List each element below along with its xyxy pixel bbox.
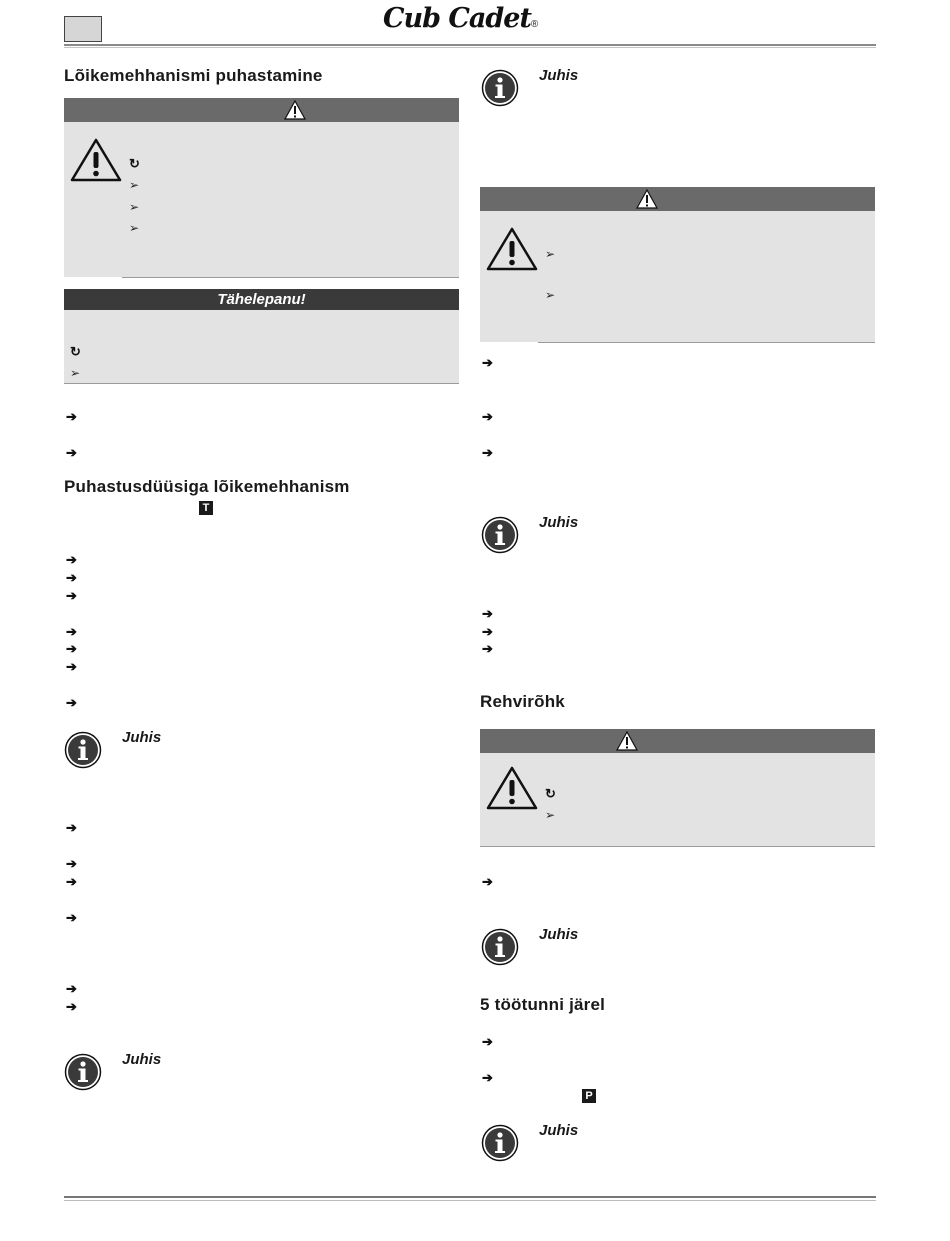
arrow-icon: ➔ — [66, 695, 77, 710]
note-header-bar: Tähelepanu! — [64, 289, 459, 310]
arrow-icon: ➔ — [482, 874, 493, 889]
arrow-icon: ➔ — [66, 552, 77, 567]
chevron-icon: ➢ — [70, 366, 81, 380]
note-divider — [64, 383, 459, 384]
arrow-icon: ➔ — [482, 606, 493, 621]
circular-arrow-icon: ↻ — [70, 344, 81, 359]
info-icon — [64, 731, 102, 769]
arrow-icon: ➔ — [66, 409, 77, 424]
warning-box — [64, 122, 459, 277]
section-title-5-hours: 5 töötunni järel — [480, 995, 606, 1014]
arrow-icon: ➔ — [66, 874, 77, 889]
badge-p: P — [582, 1089, 596, 1103]
arrow-icon: ➔ — [482, 1034, 493, 1049]
info-icon — [64, 1053, 102, 1091]
note-label-juhis: Juhis — [539, 514, 579, 531]
arrow-icon: ➔ — [482, 355, 493, 370]
section-title-tire-pressure: Rehvirõhk — [480, 692, 565, 711]
chevron-icon: ➢ — [545, 288, 556, 302]
footer-rule-light — [64, 1200, 876, 1201]
warning-small-icon — [284, 100, 306, 120]
info-icon — [481, 516, 519, 554]
chevron-icon: ➢ — [129, 221, 140, 235]
warning-box — [480, 211, 875, 342]
arrow-icon: ➔ — [482, 641, 493, 656]
arrow-icon: ➔ — [66, 641, 77, 656]
note-label-juhis: Juhis — [122, 1051, 162, 1068]
arrow-icon: ➔ — [66, 570, 77, 585]
note-label-juhis: Juhis — [122, 729, 162, 746]
note-label-juhis: Juhis — [539, 926, 579, 943]
chevron-icon: ➢ — [545, 247, 556, 261]
arrow-icon: ➔ — [482, 445, 493, 460]
arrow-icon: ➔ — [66, 445, 77, 460]
arrow-icon: ➔ — [66, 820, 77, 835]
warning-triangle-icon — [485, 226, 539, 272]
header-rule-light — [64, 47, 876, 48]
page-number-box — [64, 16, 102, 42]
brand-name: Cub Cadet — [383, 3, 531, 34]
info-icon — [481, 1124, 519, 1162]
note-label-juhis: Juhis — [539, 67, 579, 84]
warning-divider — [538, 342, 875, 343]
warning-small-icon — [636, 189, 658, 209]
arrow-icon: ➔ — [66, 624, 77, 639]
arrow-icon: ➔ — [482, 624, 493, 639]
circular-arrow-icon: ↻ — [129, 156, 140, 171]
arrow-icon: ➔ — [66, 659, 77, 674]
arrow-icon: ➔ — [482, 409, 493, 424]
chevron-icon: ➢ — [545, 808, 556, 822]
warning-header-bar — [480, 729, 875, 753]
brand-logo — [383, 3, 563, 37]
arrow-icon: ➔ — [66, 999, 77, 1014]
note-box — [64, 310, 459, 383]
badge-t: T — [199, 501, 213, 515]
chevron-icon: ➢ — [129, 200, 140, 214]
warning-divider — [122, 277, 459, 278]
warning-triangle-icon — [69, 137, 123, 183]
info-icon — [481, 69, 519, 107]
section-title-cleaning: Lõikemehhanismi puhastamine — [64, 66, 323, 85]
circular-arrow-icon: ↻ — [545, 786, 556, 801]
warning-header-bar — [64, 98, 459, 122]
info-icon — [481, 928, 519, 966]
header-rule — [64, 44, 876, 46]
arrow-icon: ➔ — [66, 856, 77, 871]
arrow-icon: ➔ — [66, 910, 77, 925]
arrow-icon: ➔ — [66, 981, 77, 996]
warning-divider — [480, 846, 875, 847]
footer-rule — [64, 1196, 876, 1198]
brand-registered-mark: ® — [530, 19, 539, 30]
warning-box — [480, 753, 875, 846]
arrow-icon: ➔ — [482, 1070, 493, 1085]
warning-triangle-icon — [485, 765, 539, 811]
warning-header-bar — [480, 187, 875, 211]
note-label-juhis: Juhis — [539, 1122, 579, 1139]
chevron-icon: ➢ — [129, 178, 140, 192]
arrow-icon: ➔ — [66, 588, 77, 603]
section-title-nozzle: Puhastusdüüsiga lõikemehhanism — [64, 477, 350, 496]
warning-small-icon — [616, 731, 638, 751]
